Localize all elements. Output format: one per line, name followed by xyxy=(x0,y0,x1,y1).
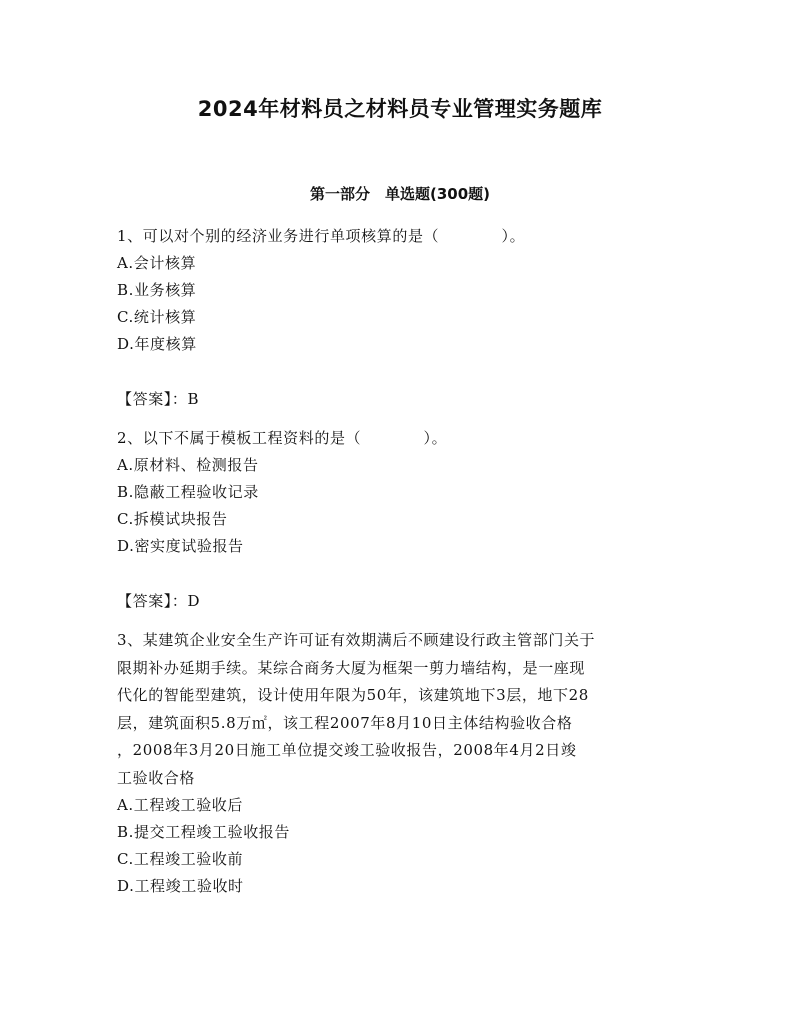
option-list xyxy=(117,250,692,358)
option-b: B.业务核算 xyxy=(117,281,197,299)
spacer xyxy=(117,413,692,425)
option-list xyxy=(117,792,692,900)
option-c: C.拆模试块报告 xyxy=(117,510,228,528)
option-c: C.工程竣工验收前 xyxy=(117,850,244,868)
option-d: D.工程竣工验收时 xyxy=(117,877,244,895)
question-3 xyxy=(117,627,692,900)
answer-line: 【答案】：B xyxy=(117,390,200,408)
question-stem-line: 限期补办延期手续。某综合商务大厦为框架一剪力墙结构，是一座现 xyxy=(117,658,586,677)
spacer xyxy=(117,560,692,588)
spacer xyxy=(117,358,692,386)
question-stem-line: 层，建筑面积5.8万㎡，该工程2007年8月10日主体结构验收合格 xyxy=(117,713,573,732)
option-d: D.年度核算 xyxy=(117,335,197,353)
question-1 xyxy=(117,223,692,425)
answer-line: 【答案】：D xyxy=(117,592,201,610)
question-stem-line: ，2008年3月20日施工单位提交竣工验收报告，2008年4月2日竣 xyxy=(117,741,577,759)
question-2 xyxy=(117,425,692,627)
question-stem-line: 代化的智能型建筑，设计使用年限为50年，该建筑地下3层，地下28 xyxy=(117,686,589,704)
section-title: 第一部分 单选题(300题) xyxy=(309,185,491,203)
spacer xyxy=(117,615,692,627)
question-stem-line: 工验收合格 xyxy=(117,768,196,787)
question-stem: 1、可以对个别的经济业务进行单项核算的是（ ）。 xyxy=(117,227,526,245)
option-a: A.会计核算 xyxy=(117,254,197,272)
question-stem-line: 3、某建筑企业安全生产许可证有效期满后不顾建设行政主管部门关于 xyxy=(117,631,596,649)
option-list xyxy=(117,452,692,560)
question-stem: 2、以下不属于模板工程资料的是（ ）。 xyxy=(117,429,448,447)
option-d: D.密实度试验报告 xyxy=(117,537,244,555)
option-c: C.统计核算 xyxy=(117,308,197,326)
question-list xyxy=(117,223,692,900)
option-b: B.提交工程竣工验收报告 xyxy=(117,823,290,841)
option-b: B.隐蔽工程验收记录 xyxy=(117,483,259,501)
option-a: A.工程竣工验收后 xyxy=(117,796,244,814)
option-a: A.原材料、检测报告 xyxy=(117,456,259,474)
document-title: 2024年材料员之材料员专业管理实务题库 xyxy=(197,97,603,121)
